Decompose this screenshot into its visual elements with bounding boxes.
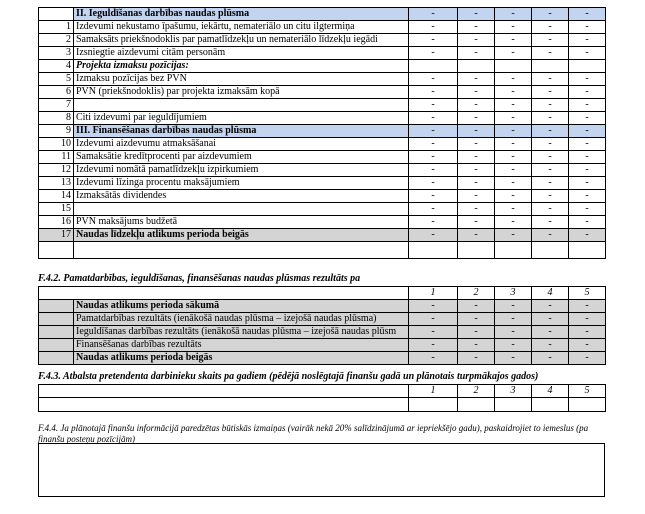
f43-year-header: 4 [532,385,569,398]
row-value-year-2[interactable]: - [458,112,495,125]
row-value-year-4[interactable]: - [532,99,569,112]
cashflow-row [39,8,606,21]
f44-title: F.4.4. Ja plānotajā finanšu informācijā paredzētas būtiskās izmaiņas (vairāk nekā 20% salīdzinājumā ar iepriekšējo gadu), paskaidrojiet to iemeslus (pa finanšu posteņu pozīcijām) [38,423,589,444]
f42-value-year-1[interactable]: - [409,300,458,313]
row-value-year-3[interactable]: - [495,34,532,47]
f42-value-year-4[interactable]: - [532,352,569,365]
f42-value-year-2[interactable]: - [458,313,495,326]
f42-row [39,313,606,326]
row-value-year-4[interactable]: - [532,177,569,190]
cashflow-row [39,203,606,216]
row-label: Izmaksātās dividendes [74,190,409,203]
row-value-year-3[interactable]: - [495,151,532,164]
cashflow-row [39,177,606,190]
f42-table [38,286,606,365]
f42-value-year-5[interactable]: - [569,300,606,313]
cashflow-row [39,112,606,125]
cashflow-row [39,151,606,164]
row-value-year-1[interactable]: - [409,21,458,34]
row-value-year-4[interactable]: - [532,164,569,177]
row-value-year-5[interactable]: - [569,229,606,242]
row-value-year-2[interactable]: - [458,190,495,203]
empty-cell [39,398,409,412]
empty-cell [532,242,569,259]
row-value-year-2[interactable]: - [458,34,495,47]
f42-value-year-2[interactable]: - [458,300,495,313]
row-value-year-5[interactable]: - [569,164,606,177]
f42-year-header: 4 [532,287,569,300]
row-number: 14 [39,190,74,203]
cashflow-row [39,216,606,229]
row-value-year-2[interactable]: - [458,73,495,86]
row-value-year-2[interactable]: - [458,164,495,177]
row-value-year-1[interactable]: - [409,8,458,21]
row-value-year-4[interactable]: - [532,216,569,229]
row-value-year-1[interactable]: - [409,34,458,47]
row-value-year-4[interactable]: - [532,125,569,138]
f42-year-header: 3 [495,287,532,300]
row-label: Izdevumi nomātā pamatlīdzekļu izpirkumiem [74,164,409,177]
row-number: 10 [39,138,74,151]
row-value-year-3[interactable]: - [495,47,532,60]
row-value-year-4[interactable]: - [532,86,569,99]
row-value-year-3[interactable]: - [495,203,532,216]
row-value-year-4[interactable]: - [532,34,569,47]
row-value-year-3[interactable]: - [495,177,532,190]
row-value-year-2[interactable]: - [458,177,495,190]
row-label: PVN maksājums budžetā [74,216,409,229]
f43-value-year-3[interactable] [495,398,532,412]
f42-value-year-1[interactable]: - [409,352,458,365]
row-value-year-3[interactable]: - [495,86,532,99]
row-value-year-1[interactable]: - [409,203,458,216]
cashflow-row [39,86,606,99]
row-value-year-3[interactable]: - [495,112,532,125]
row-value-year-5[interactable]: - [569,86,606,99]
row-value-year-4[interactable]: - [532,190,569,203]
row-value-year-5[interactable]: - [569,216,606,229]
row-value-year-1[interactable]: - [409,151,458,164]
row-value-year-1[interactable]: - [409,47,458,60]
empty-cell [39,300,74,313]
f42-value-year-5[interactable]: - [569,326,606,339]
empty-cell [409,242,458,259]
row-number: 6 [39,86,74,99]
row-value-year-1[interactable]: - [409,190,458,203]
row-value-year-2[interactable]: - [458,86,495,99]
row-value-year-1[interactable]: - [409,73,458,86]
f42-value-year-4[interactable]: - [532,300,569,313]
row-value-year-5[interactable]: - [569,190,606,203]
row-label [74,99,409,112]
f42-value-year-3[interactable]: - [495,313,532,326]
row-value-year-2[interactable]: - [458,99,495,112]
f42-value-year-2[interactable]: - [458,352,495,365]
row-label: Naudas līdzekļu atlikums perioda beigās [74,229,409,242]
row-label: Projekta izmaksu pozīcijas: [74,60,409,73]
f42-value-year-5[interactable]: - [569,339,606,352]
f42-table-body [39,287,606,365]
empty-cell [39,352,74,365]
row-value-year-5[interactable]: - [569,112,606,125]
row-value-year-3[interactable]: - [495,164,532,177]
row-value-year-2[interactable]: - [458,8,495,21]
f42-year-header: 2 [458,287,495,300]
f44-answer-box[interactable] [38,443,605,497]
row-label [74,203,409,216]
f42-value-year-5[interactable]: - [569,313,606,326]
row-value-year-3[interactable]: - [495,138,532,151]
row-value-year-3[interactable]: - [495,229,532,242]
f42-value-year-1[interactable]: - [409,326,458,339]
row-value-year-4[interactable]: - [532,151,569,164]
row-value-year-1[interactable]: - [409,138,458,151]
cashflow-row [39,164,606,177]
row-label: Citi izdevumi par ieguldījumiem [74,112,409,125]
cashflow-table [38,7,606,259]
row-value-year-1[interactable]: - [409,229,458,242]
row-value-year-1[interactable]: - [409,112,458,125]
f43-title: F.4.3. Atbalsta pretendenta darbinieku skaits pa gadiem (pēdējā noslēgtajā finanšu gadā un plānotais turpmākajos gados) [38,371,539,382]
row-value-year-4[interactable]: - [532,73,569,86]
empty-cell [39,242,74,259]
row-number: 16 [39,216,74,229]
f42-row [39,352,606,365]
row-value-year-1[interactable]: - [409,216,458,229]
cashflow-row [39,73,606,86]
row-value-year-2[interactable]: - [458,21,495,34]
f42-value-year-4[interactable]: - [532,326,569,339]
f42-value-year-3[interactable]: - [495,326,532,339]
row-number: 17 [39,229,74,242]
row-value-year-1[interactable]: - [409,164,458,177]
cashflow-table-body [39,8,606,259]
row-value-year-3[interactable]: - [495,99,532,112]
f42-row [39,300,606,313]
f42-value-year-3[interactable]: - [495,339,532,352]
cashflow-row [39,125,606,138]
row-number: 8 [39,112,74,125]
row-label: II. Ieguldīšanas darbības naudas plūsma [74,8,409,21]
empty-cell [569,242,606,259]
empty-cell [39,313,74,326]
f42-value-year-4[interactable]: - [532,313,569,326]
f43-year-header: 3 [495,385,532,398]
row-number [39,8,74,21]
row-value-year-1[interactable]: - [409,99,458,112]
f42-row-label: Ieguldīšanas darbības rezultāts (ienākošā naudas plūsma – izejošā naudas plūsm [74,326,409,339]
row-value-year-5[interactable]: - [569,99,606,112]
row-label: III. Finansēšanas darbības naudas plūsma [74,125,409,138]
row-number: 13 [39,177,74,190]
row-value-year-3[interactable] [495,60,532,73]
f42-header-row [39,287,606,300]
f43-value-year-4[interactable] [532,398,569,412]
row-value-year-5[interactable]: - [569,21,606,34]
row-value-year-2[interactable]: - [458,125,495,138]
row-value-year-5[interactable]: - [569,47,606,60]
f42-row-label: Finansēšanas darbības rezultāts [74,339,409,352]
f43-year-header: 1 [409,385,458,398]
row-number: 4 [39,60,74,73]
row-number: 7 [39,99,74,112]
f42-value-year-2[interactable]: - [458,326,495,339]
cashflow-spacer-row [39,242,606,259]
f42-row-label: Naudas atlikums perioda beigās [74,352,409,365]
row-label: Izmaksu pozīcijas bez PVN [74,73,409,86]
f42-value-year-1[interactable]: - [409,313,458,326]
row-number: 3 [39,47,74,60]
row-number: 11 [39,151,74,164]
row-value-year-2[interactable] [458,60,495,73]
f42-year-header: 1 [409,287,458,300]
empty-cell [495,242,532,259]
f43-table-body [39,385,606,412]
f42-value-year-3[interactable]: - [495,300,532,313]
row-value-year-5[interactable]: - [569,203,606,216]
row-label: Samaksāts priekšnodoklis par pamatlīdzekļu un nemateriālo līdzekļu iegādi [74,34,409,47]
row-number: 12 [39,164,74,177]
row-value-year-4[interactable]: - [532,229,569,242]
f42-value-year-4[interactable]: - [532,339,569,352]
f43-value-row [39,398,606,412]
cashflow-row [39,190,606,203]
f42-row-label: Naudas atlikums perioda sākumā [74,300,409,313]
empty-cell [39,385,409,398]
f43-value-year-1[interactable] [409,398,458,412]
row-value-year-4[interactable]: - [532,203,569,216]
cashflow-row [39,34,606,47]
cashflow-row [39,21,606,34]
f43-value-year-2[interactable] [458,398,495,412]
f42-value-year-2[interactable]: - [458,339,495,352]
row-value-year-3[interactable]: - [495,73,532,86]
row-value-year-3[interactable]: - [495,190,532,203]
f43-year-header: 5 [569,385,606,398]
row-value-year-1[interactable]: - [409,125,458,138]
f43-table [38,384,606,412]
row-value-year-5[interactable]: - [569,151,606,164]
row-number: 1 [39,21,74,34]
row-value-year-4[interactable]: - [532,8,569,21]
row-value-year-2[interactable]: - [458,203,495,216]
row-value-year-1[interactable] [409,60,458,73]
row-label: Izdevumi līzinga procentu maksājumiem [74,177,409,190]
cashflow-row [39,138,606,151]
row-number: 5 [39,73,74,86]
row-value-year-2[interactable]: - [458,138,495,151]
empty-cell [39,287,409,300]
row-value-year-5[interactable]: - [569,34,606,47]
f42-row-label: Pamatdarbības rezultāts (ienākošā naudas plūsma – izejošā naudas plūsma) [74,313,409,326]
f42-value-year-5[interactable]: - [569,352,606,365]
row-value-year-4[interactable]: - [532,138,569,151]
empty-cell [458,242,495,259]
row-value-year-5[interactable]: - [569,8,606,21]
row-label: Izdevumi nekustamo īpašumu, iekārtu, nemateriālo un citu ilgtermiņa [74,21,409,34]
row-label: Samaksātie kredītprocenti par aizdevumiem [74,151,409,164]
row-label: Izdevumi aizdevumu atmaksāšanai [74,138,409,151]
row-value-year-3[interactable]: - [495,8,532,21]
row-value-year-4[interactable]: - [532,21,569,34]
f42-title: F.4.2. Pamatdarbības, ieguldīšanas, finansēšanas naudas plūsmas rezultāts pa [38,273,361,284]
row-label: PVN (priekšnodoklis) par projekta izmaksām kopā [74,86,409,99]
row-value-year-3[interactable]: - [495,125,532,138]
cashflow-row [39,47,606,60]
row-label: Izsniegtie aizdevumi citām personām [74,47,409,60]
empty-cell [74,242,409,259]
row-value-year-2[interactable]: - [458,47,495,60]
row-value-year-2[interactable]: - [458,216,495,229]
f43-value-year-5[interactable] [569,398,606,412]
row-value-year-4[interactable]: - [532,47,569,60]
cashflow-row [39,229,606,242]
row-value-year-5[interactable] [569,60,606,73]
row-value-year-1[interactable]: - [409,177,458,190]
cashflow-row [39,99,606,112]
row-value-year-5[interactable]: - [569,138,606,151]
f43-year-header: 2 [458,385,495,398]
cashflow-row [39,60,606,73]
row-number: 9 [39,125,74,138]
row-number: 2 [39,34,74,47]
row-value-year-5[interactable]: - [569,73,606,86]
row-value-year-2[interactable]: - [458,229,495,242]
row-number: 15 [39,203,74,216]
row-value-year-4[interactable] [532,60,569,73]
row-value-year-2[interactable]: - [458,151,495,164]
f42-row [39,326,606,339]
empty-cell [39,326,74,339]
f42-value-year-1[interactable]: - [409,339,458,352]
row-value-year-1[interactable]: - [409,86,458,99]
row-value-year-3[interactable]: - [495,216,532,229]
f42-value-year-3[interactable]: - [495,352,532,365]
row-value-year-5[interactable]: - [569,125,606,138]
empty-cell [39,339,74,352]
row-value-year-5[interactable]: - [569,177,606,190]
row-value-year-3[interactable]: - [495,21,532,34]
f42-row [39,339,606,352]
f43-header-row [39,385,606,398]
row-value-year-4[interactable]: - [532,112,569,125]
f42-year-header: 5 [569,287,606,300]
